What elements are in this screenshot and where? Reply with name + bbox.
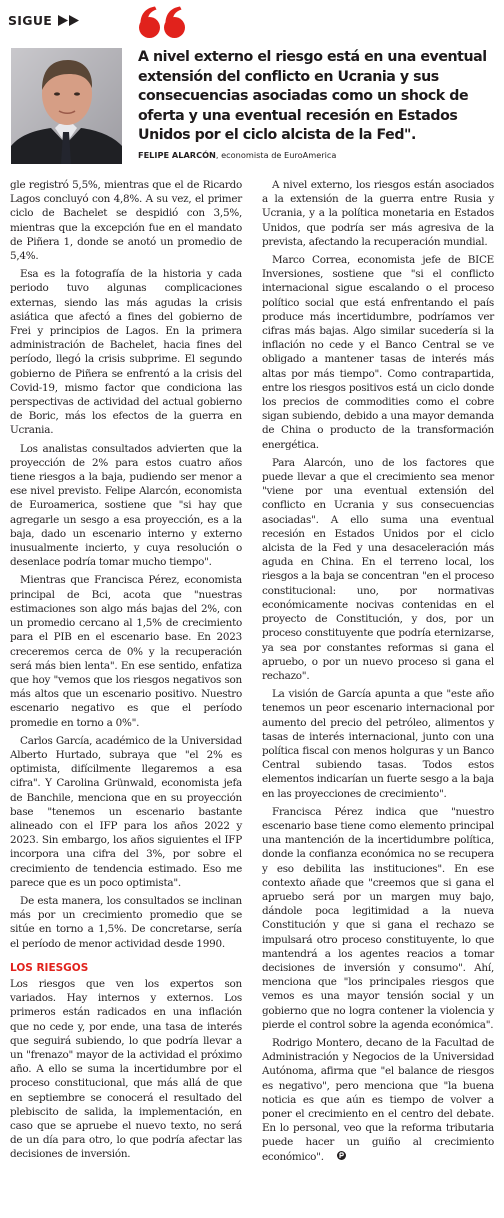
paragraph-text: Rodrigo Montero, decano de la Facultad de Administración y Negocios de la Universidad Autónoma, afirma que "el balance de riesgos es negativo", pero menciona que "la buena noticia es que aún es tiempo de volver a poner el crecimiento en el centro del debate. En lo personal, veo que la reforma tributaria puede hacer un guiño al crecimiento económico". [262, 1036, 494, 1163]
paragraph: Francisca Pérez indica que "nuestro escenario base tiene como elemento principal una mantención de la incertidumbre política, donde la confianza económica no se recupera y eso debilita las instituciones". En ese contexto añade que "creemos que si gana el apruebo será por un margen muy bajo, dándole poca legitimidad a la nueva Constitución y que si gana el rechazo se impulsará otro proceso constituyente, lo que mantendrá a los agentes reacios a tomar decisiones de inversión y consumo". Ahí, menciona que "los principales riesgos que vemos es una mayor tensión social y un gobierno que no logra contener la violencia y pierde el control sobre la agenda económica". [262, 805, 494, 1031]
quote-byline [138, 150, 336, 160]
right-column [262, 178, 494, 1168]
paragraph: Esa es la fotografía de la historia y cada periodo tuvo algunas complicaciones externas, siendo las más agudas la crisis asiática que afectó a fines del gobierno de Frei y principios de Lagos. En la primera administración de Bachelet, hacia fines del período, llegó la crisis subprime. El segundo gobierno de Piñera se enfrentó a la crisis del Covid-19, mismo factor que condiciona las perspectivas de actividad del actual gobierno de Boric, más los efectos de la guerra en Ucrania. [10, 268, 242, 437]
quote-author-role: , economista de EuroAmerica [215, 150, 337, 160]
left-column [10, 178, 242, 1166]
paragraph: gle registró 5,5%, mientras que el de Ricardo Lagos concluyó con 4,8%. A su vez, el primer ciclo de Bachelet se despidió con 3,5%, mientras que la excepción fue en el mandato de Piñera 1, donde se anotó un promedio de 5,4%. [10, 179, 242, 263]
author-photo [11, 48, 122, 164]
paragraph [262, 1036, 494, 1164]
end-of-article-icon [327, 1150, 346, 1164]
paragraph: Los riesgos que ven los expertos son variados. Hay internos y externos. Los primeros están radicados en una inflación que no cede y, por ende, una tasa de interés que seguirá subiendo, lo que podría llevar a un "frenazo" mayor de la actividad el próximo año. A ello se suma la incertidumbre por el proceso constitucional, que más allá de que en septiembre se conocerá el resultado del plebiscito de salida, la implementación, en caso que se apruebe el nuevo texto, no será de un día para otro, lo que podría afectar las decisiones de inversión. [10, 977, 242, 1161]
paragraph: Para Alarcón, uno de los factores que puede llevar a que el crecimiento sea menor "viene por una eventual extensión del conflicto en Ucrania y sus consecuencias asociadas". A ello suma una eventual recesión en Estados Unidos por el ciclo alcista de la Fed y una desaceleración más aguda en China. En el terreno local, los riesgos a la baja se concentran "en el proceso constitucional: uno, por normativas económicamente nocivas contenidas en el proyecto de Constitución, y dos, por un proceso constituyente que podría eternizarse, ya sea por constantes reformas si gana el apruebo, o por un nuevo proceso si gana el rechazo". [262, 456, 494, 682]
section-header [8, 10, 79, 30]
paragraph: De esta manera, los consultados se inclinan más por un crecimiento promedio que se sitúe en torno a 1,5%. De concretarse, sería el período de menor actividad desde 1990. [10, 894, 242, 950]
quotation-mark-icon [138, 6, 188, 44]
pull-quote: A nivel externo el riesgo está en una eventual extensión del conflicto en Ucrania y sus consecuencias asociadas como un shock de oferta y una eventual recesión en Estados Unidos por el ciclo alcista de la Fed". [138, 49, 487, 144]
paragraph: Marco Correa, economista jefe de BICE Inversiones, sostiene que "si el conflicto internacional sigue escalando o el proceso político social que está enfrentando el país produce más incertidumbre, podríamos ver cifras más bajas. Algo similar sucedería si la inflación no cede y el Banco Central se ve obligado a mantener tasas de interés más altas por más tiempo". Como contrapartida, entre los riesgos positivos está un ciclo donde los precios de commodities como el cobre sigan subiendo, debido a una mayor demanda de China o producto de la transformación energética. [262, 254, 494, 451]
quote-author: FELIPE ALARCÓN [138, 150, 216, 160]
continue-arrows-icon [58, 15, 79, 26]
section-subhead: LOS RIESGOS [10, 961, 89, 974]
paragraph: Los analistas consultados advierten que la proyección de 2% para estos cuatro años tiene riesgos a la baja, pudiendo ser menor a ese nivel previsto. Felipe Alarcón, economista de Euroamerica, sostiene que "si hay que agregarle un sesgo a esa proyección, es a la baja, dado un escenario interno y externo inusualmente incierto, y cuya resolución o desenlace podría tomar mucho tiempo". [10, 442, 242, 569]
paragraph: A nivel externo, los riesgos están asociados a la extensión de la guerra entre Rusia y Ucrania, y a la política monetaria en Estados Unidos, que podría ser más agresiva de la prevista, afectando la recuperación mundial. [262, 179, 494, 248]
paragraph: Carlos García, académico de la Universidad Alberto Hurtado, subraya que "el 2% es optimista, difícilmente llegaremos a esa cifra". Y Carolina Grünwald, economista jefa de Banchile, menciona que en su proyección base "tenemos un escenario bastante alineado con el IFP para los años 2022 y 2023. Sin embargo, los años siguientes el IFP incorpora una cifra del 3%, por sobre el crecimiento de tendencia estimado. Eso me parece que es un poco optimista". [10, 734, 242, 889]
paragraph: Mientras que Francisca Pérez, economista principal de Bci, acota que "nuestras estimaciones son algo más bajas del 2%, con un promedio cercano al 1,5% de crecimiento para el PIB en el escenario base. En 2023 creceremos cerca de 0% y la recuperación será más bien lenta". En ese sentido, enfatiza que hoy "vemos que los riesgos negativos son más altos que un escenario positivo. Nuestro escenario negativo es que el período promedie en torno a 0%". [10, 574, 242, 729]
paragraph: La visión de García apunta a que "este año tenemos un peor escenario internacional por aumento del precio del petróleo, alimentos y tasas de interés internacional, junto con una política fiscal con menos holguras y un Banco Central subiendo tasas. Todos estos elementos indicarían un fuerte sesgo a la baja en las proyecciones de crecimiento". [262, 688, 494, 800]
section-label: SIGUE [8, 12, 53, 28]
